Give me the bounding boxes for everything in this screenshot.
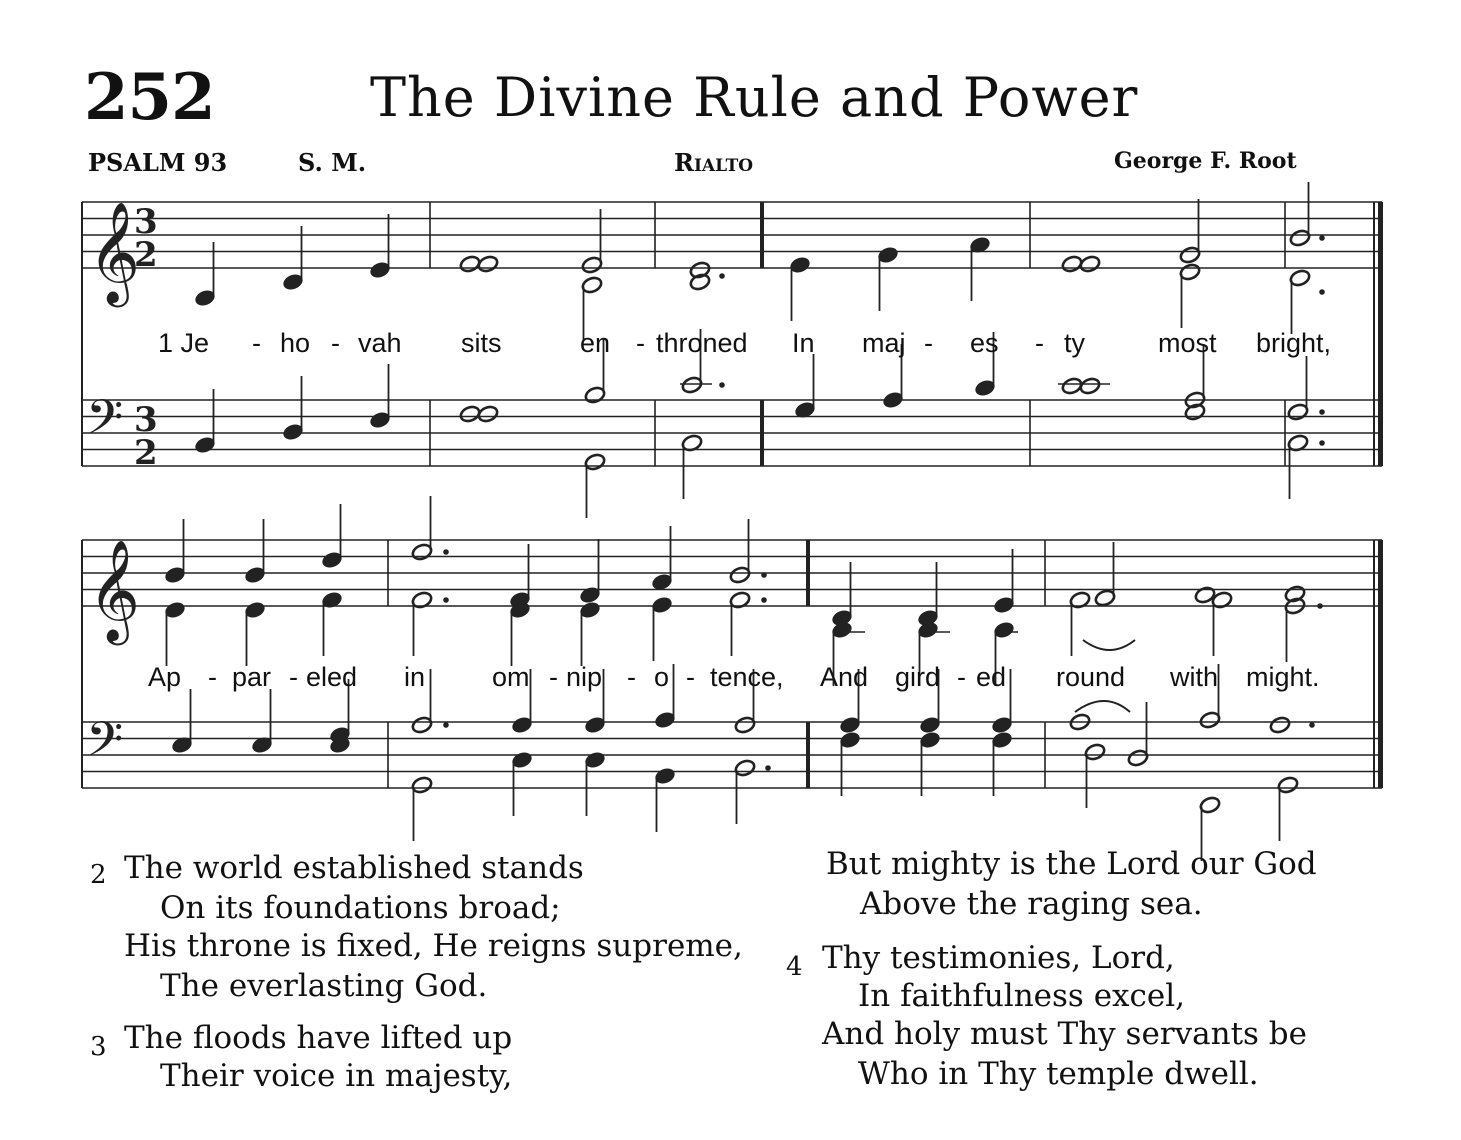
- lyric-syllable: es: [970, 328, 999, 358]
- double-barline: [806, 722, 810, 788]
- verse-line: Their voice in majesty,: [160, 1058, 513, 1094]
- lyric-syllable: In: [792, 328, 815, 358]
- lyric-syllable: with: [1170, 662, 1219, 692]
- verse-line: The floods have lifted up: [124, 1020, 513, 1056]
- lyric-syllable: o: [654, 662, 670, 692]
- composer: George F. Root: [1114, 148, 1297, 174]
- final-barline: [1378, 202, 1383, 466]
- tie: [1083, 640, 1135, 650]
- lyric-syllable: most: [1158, 328, 1217, 358]
- verse-number: 3: [90, 1032, 107, 1062]
- lyric-hyphen: -: [686, 662, 695, 692]
- lyric-syllable: gird: [895, 662, 941, 692]
- time-signature-bottom: 2: [134, 433, 158, 473]
- verse-line: On its foundations broad;: [160, 890, 561, 926]
- lyric-hyphen: -: [208, 662, 217, 692]
- note-dot: [1319, 235, 1325, 241]
- psalm-reference: PSALM 93: [88, 148, 228, 177]
- lyric-syllable: en: [580, 328, 611, 358]
- lyric-hyphen: -: [331, 328, 340, 358]
- treble-clef-icon: 𝄞: [88, 200, 141, 303]
- double-barline: [760, 400, 764, 466]
- note-dot: [1319, 440, 1325, 446]
- verse-line: But mighty is the Lord our God: [826, 846, 1317, 882]
- note-dot: [1319, 289, 1325, 295]
- verse-line: In faithfulness excel,: [858, 978, 1185, 1014]
- lyric-syllable: Ap: [148, 662, 182, 692]
- lyric-hyphen: -: [924, 328, 933, 358]
- double-barline: [806, 540, 810, 606]
- note-dot: [719, 273, 725, 279]
- note-dot: [719, 382, 725, 388]
- note-head: [477, 254, 499, 273]
- bass-clef-icon: 𝄢: [86, 710, 124, 779]
- lyric-syllable: ty: [1064, 328, 1086, 358]
- note-dot: [443, 597, 449, 603]
- verse-line: Thy testimonies, Lord,: [822, 940, 1175, 976]
- verse-line: The world established stands: [124, 850, 584, 886]
- final-barline: [1378, 540, 1383, 788]
- lyric-syllable: throned: [656, 328, 748, 358]
- lyric-syllable: ho: [280, 328, 311, 358]
- tune-name: Rialto: [674, 148, 754, 177]
- note-dot: [1319, 409, 1325, 415]
- verse-line: The everlasting God.: [160, 968, 488, 1004]
- time-signature-top: 3: [134, 400, 158, 440]
- verse-line: His throne is fixed, He reigns supreme,: [124, 928, 743, 964]
- note-dot: [443, 549, 449, 555]
- note-dot: [765, 765, 771, 771]
- lyric-syllable: maj: [862, 328, 906, 358]
- verse-number: 2: [90, 860, 107, 890]
- verse-line: Who in Thy temple dwell.: [858, 1056, 1259, 1092]
- verse-line: Above the raging sea.: [860, 886, 1203, 922]
- lyric-hyphen: -: [289, 662, 298, 692]
- lyric-hyphen: -: [636, 328, 645, 358]
- note-dot: [1309, 722, 1315, 728]
- lyric-syllable: par: [232, 662, 272, 692]
- lyric-syllable: sits: [461, 328, 502, 358]
- lyric-hyphen: -: [627, 662, 636, 692]
- tie: [1075, 701, 1130, 712]
- meter: S. M.: [298, 148, 367, 177]
- treble-clef-icon: 𝄞: [88, 538, 141, 641]
- hymn-number: 252: [84, 60, 215, 135]
- time-signature-bottom: 2: [134, 235, 158, 275]
- lyric-hyphen: -: [957, 662, 966, 692]
- note-dot: [443, 722, 449, 728]
- lyric-syllable: in: [404, 662, 426, 692]
- lyric-syllable: vah: [358, 328, 402, 358]
- bass-clef-icon: 𝄢: [86, 388, 124, 457]
- note-head: [477, 404, 499, 423]
- note-dot: [761, 597, 767, 603]
- lyric-syllable: om: [492, 662, 530, 692]
- lyric-syllable: bright,: [1256, 328, 1332, 358]
- lyric-syllable: eled: [306, 662, 358, 692]
- lyric-syllable: might.: [1246, 662, 1320, 692]
- lyric-syllable: ed: [976, 662, 1007, 692]
- lyric-syllable: 1 Je: [158, 328, 210, 358]
- lyric-hyphen: -: [252, 328, 261, 358]
- lyric-hyphen: -: [1035, 328, 1044, 358]
- lyric-syllable: round: [1056, 662, 1126, 692]
- note-head: [1079, 376, 1101, 395]
- note-head: [1079, 254, 1101, 273]
- verse-line: And holy must Thy servants be: [822, 1016, 1307, 1052]
- hymn-title: The Divine Rule and Power: [370, 66, 1139, 129]
- note-head: [1269, 715, 1291, 734]
- verse-number: 4: [786, 952, 803, 982]
- lyric-syllable: tence,: [710, 662, 784, 692]
- lyric-hyphen: -: [549, 662, 558, 692]
- double-barline: [760, 202, 764, 268]
- time-signature-top: 3: [134, 202, 158, 242]
- note-dot: [761, 572, 767, 578]
- note-dot: [1317, 603, 1323, 609]
- lyric-syllable: And: [820, 662, 869, 692]
- lyric-syllable: nip: [566, 662, 603, 692]
